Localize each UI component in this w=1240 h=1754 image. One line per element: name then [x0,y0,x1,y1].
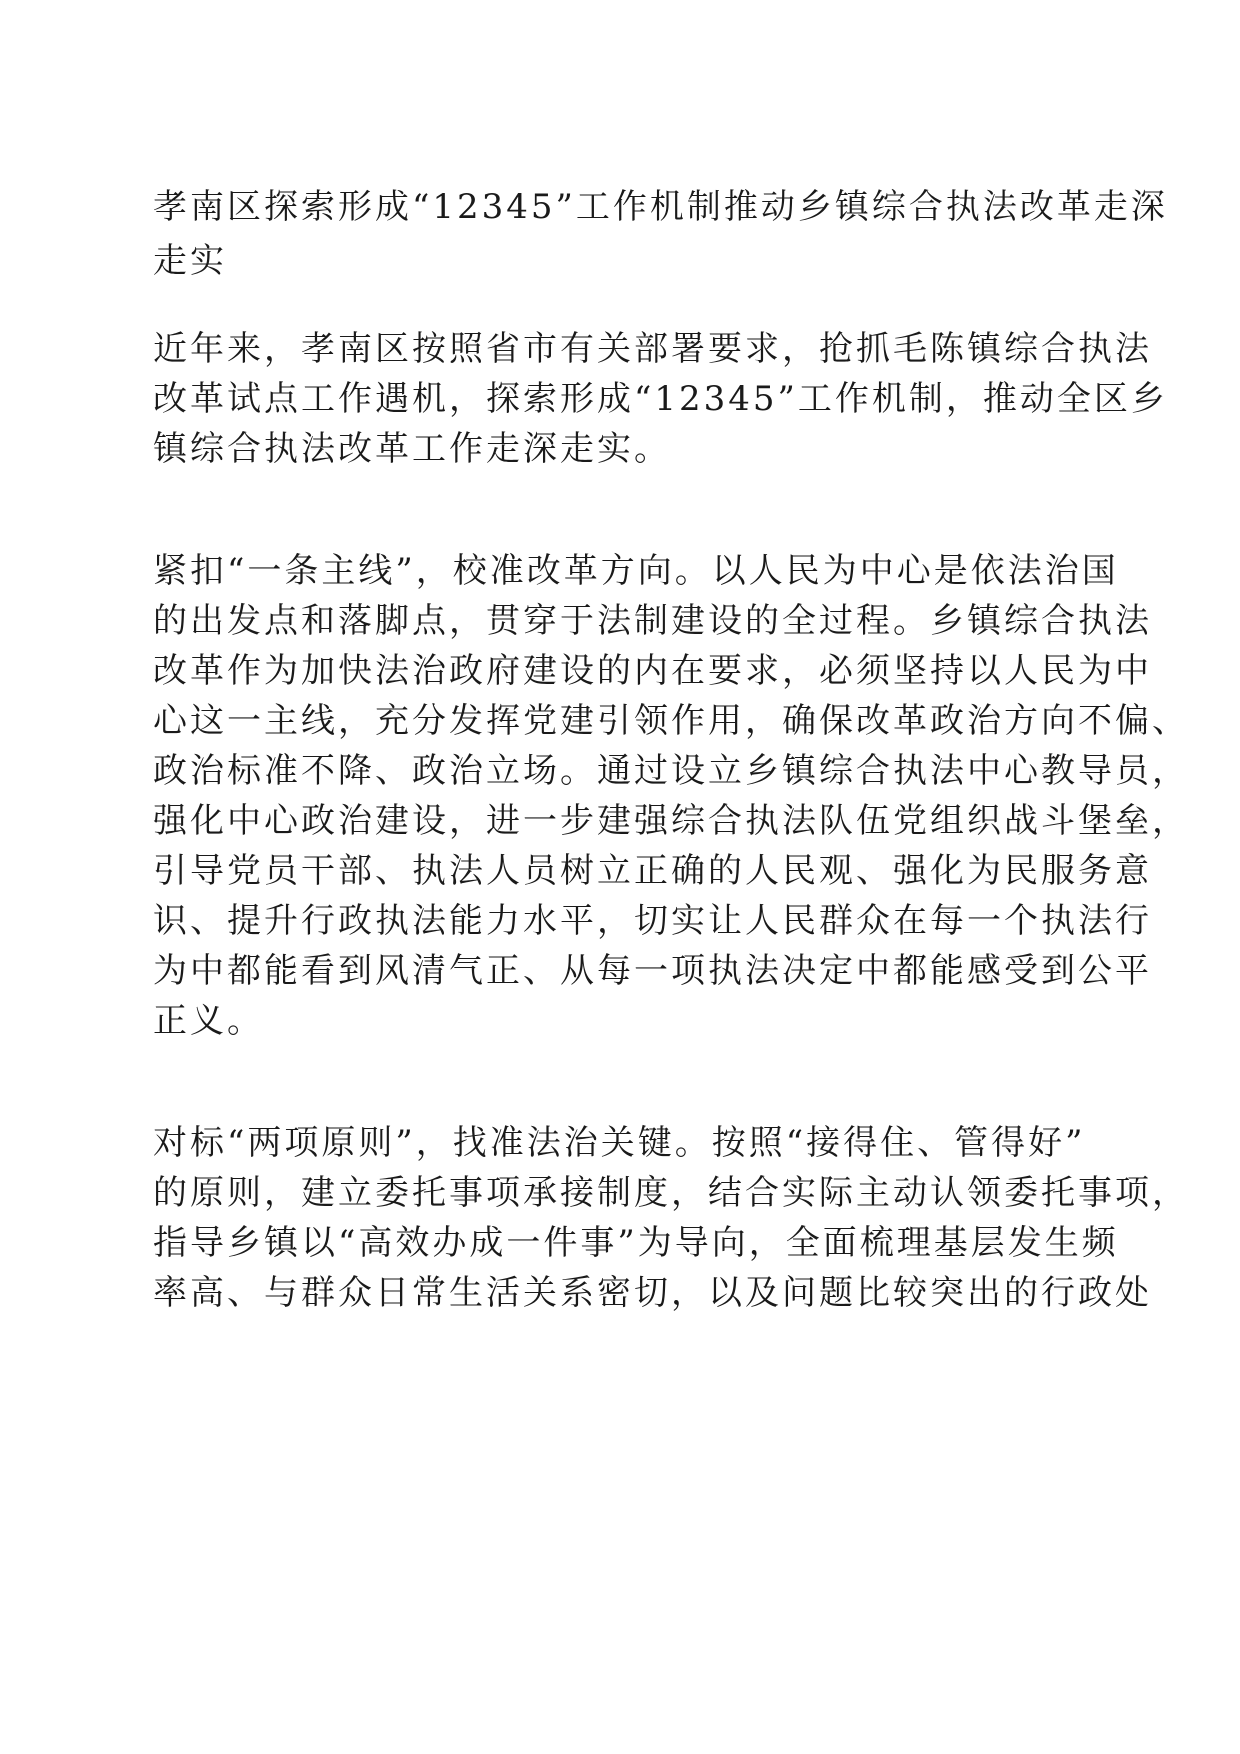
paragraph-line: 为中都能看到风清气正、从每一项执法决定中都能感受到公平 [153,951,1152,991]
paragraph-line: 的原则，建立委托事项承接制度，结合实际主动认领委托事项， [153,1173,1189,1213]
paragraph-line: 的出发点和落脚点，贯穿于法制建设的全过程。乡镇综合执法 [153,601,1152,641]
paragraph-main-line [153,546,1189,1046]
paragraph-line: 指导乡镇以“高效办成一件事”为导向，全面梳理基层发生频 [153,1223,1119,1263]
paragraph-two-principles [153,1118,1189,1318]
paragraph-line: 强化中心政治建设，进一步建强综合执法队伍党组织战斗堡垒， [153,801,1189,841]
paragraph-intro [153,324,1168,474]
paragraph-line: 对标“两项原则”，找准法治关键。按照“接得住、管得好” [153,1123,1086,1163]
paragraph-line: 正义。 [153,1001,264,1041]
document-content [153,180,1189,1318]
title-line: 走实 [153,241,227,281]
paragraph-line: 引导党员干部、执法人员树立正确的人民观、强化为民服务意 [153,851,1152,891]
title-line: 孝南区探索形成“12345”工作机制推动乡镇综合执法改革走深 [153,187,1168,227]
paragraph-line: 率高、与群众日常生活关系密切，以及问题比较突出的行政处 [153,1273,1152,1313]
paragraph-line: 镇综合执法改革工作走深走实。 [153,429,671,469]
document-title [153,180,1168,288]
paragraph-line: 识、提升行政执法能力水平，切实让人民群众在每一个执法行 [153,901,1152,941]
paragraph-line: 改革试点工作遇机，探索形成“12345”工作机制，推动全区乡 [153,379,1168,419]
paragraph-line: 改革作为加快法治政府建设的内在要求，必须坚持以人民为中 [153,651,1152,691]
paragraph-line: 政治标准不降、政治立场。通过设立乡镇综合执法中心教导员， [153,751,1189,791]
paragraph-line: 心这一主线，充分发挥党建引领作用，确保改革政治方向不偏、 [153,701,1189,741]
paragraph-line: 紧扣“一条主线”，校准改革方向。以人民为中心是依法治国 [153,551,1119,591]
paragraph-line: 近年来，孝南区按照省市有关部署要求，抢抓毛陈镇综合执法 [153,329,1152,369]
